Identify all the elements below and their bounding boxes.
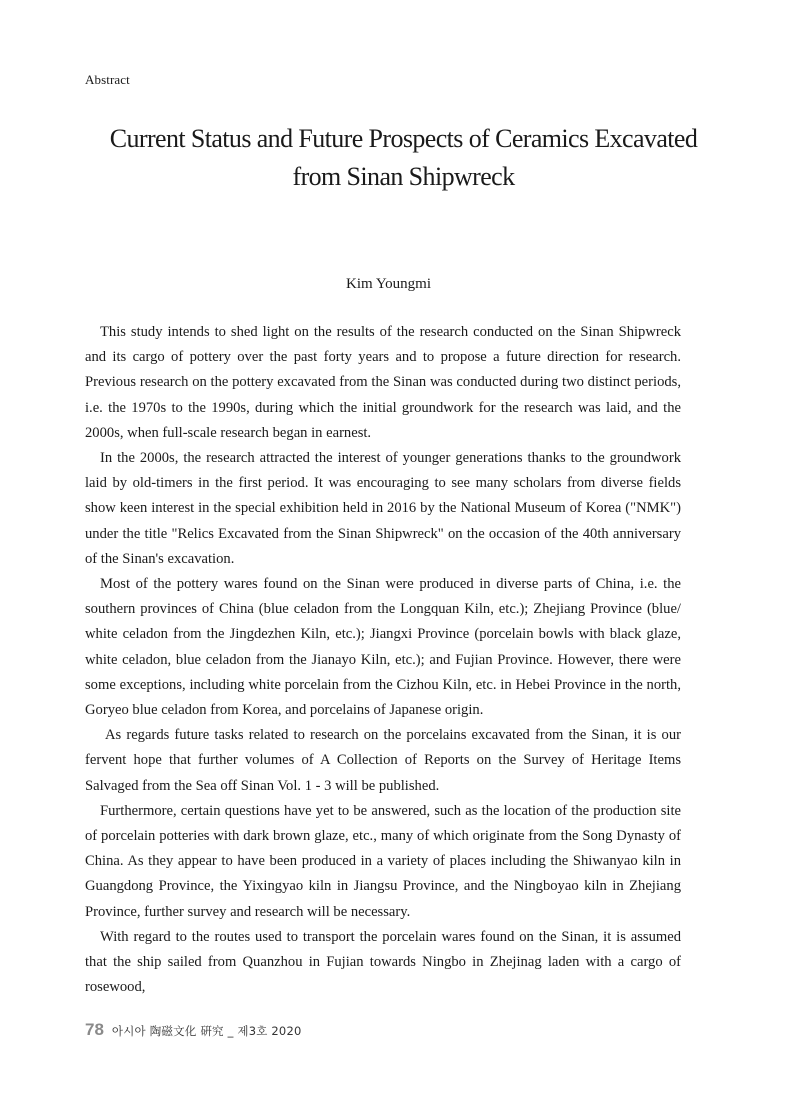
page-footer bbox=[85, 1020, 301, 1040]
journal-info: 아시아 陶磁文化 硏究 _ 제3호 2020 bbox=[111, 1024, 302, 1038]
page-number: 78 bbox=[85, 1020, 104, 1039]
abstract-paragraph: As regards future tasks related to research on the porcelains excavated from the Sinan, it is our fervent hope that further volumes of A Collection of Reports on the Survey of Heritage Items Salvaged from the Sea off Sinan Vol. 1 - 3 will be published. bbox=[85, 727, 681, 794]
abstract-paragraph: Furthermore, certain questions have yet to be answered, such as the location of the production site of porcelain potteries with dark brown glaze, etc., many of which originate from the Song Dynasty of China. As they appear to have been produced in a variety of places including the Shiwanyao kiln in Guangdong Province, the Yixingyao kiln in Jiangsu Province, and the Ningboyao kiln in Zhejiang Province, further survey and research will be necessary. bbox=[85, 802, 681, 920]
section-label: Abstract bbox=[85, 72, 130, 87]
article-title bbox=[60, 120, 747, 196]
title-line: from Sinan Shipwreck bbox=[292, 162, 515, 191]
abstract-paragraph: Most of the pottery wares found on the Sinan were produced in diverse parts of China, i.e. the southern provinces of China (blue celadon from the Longquan Kiln, etc.); Zhejiang Province (blue/ white celadon from the Jingdezhen Kiln, etc.); Jiangxi Province (porcelain bowls with black glaze, white celadon, blue celadon from the Jianayo Kiln, etc.); and Fujian Province. However, there were some exceptions, including white porcelain from the Cizhou Kiln, etc. in Hebei Province in the north, Goryeo blue celadon from Korea, and porcelains of Japanese origin. bbox=[85, 576, 681, 719]
abstract-paragraph: With regard to the routes used to transport the porcelain wares found on the Sinan, it is assumed that the ship sailed from Quanzhou in Fujian towards Ningbo in Zhejinag laden with a cargo of rosewood, bbox=[85, 928, 681, 996]
abstract-body bbox=[85, 320, 681, 1000]
author-name: Kim Youngmi bbox=[345, 276, 432, 292]
abstract-paragraph: This study intends to shed light on the results of the research conducted on the Sinan Shipwreck and its cargo of pottery over the past forty years and to propose a future direction for research. Previous research on the pottery excavated from the Sinan was conducted during two distinct periods, i.e. the 1970s to the 1990s, during which the initial groundwork for the research was laid, and the 2000s, when full-scale research began in earnest. bbox=[85, 324, 681, 441]
title-line: Current Status and Future Prospects of Ceramics Excavated bbox=[109, 124, 698, 153]
abstract-paragraph: In the 2000s, the research attracted the interest of younger generations thanks to the groundwork laid by old-timers in the first period. It was encouraging to see many scholars from diverse fields show keen interest in the special exhibition held in 2016 by the National Museum of Korea ("NMK") under the title "Relics Excavated from the Sinan Shipwreck" on the occasion of the 40th anniversary of the Sinan's excavation. bbox=[85, 450, 681, 567]
